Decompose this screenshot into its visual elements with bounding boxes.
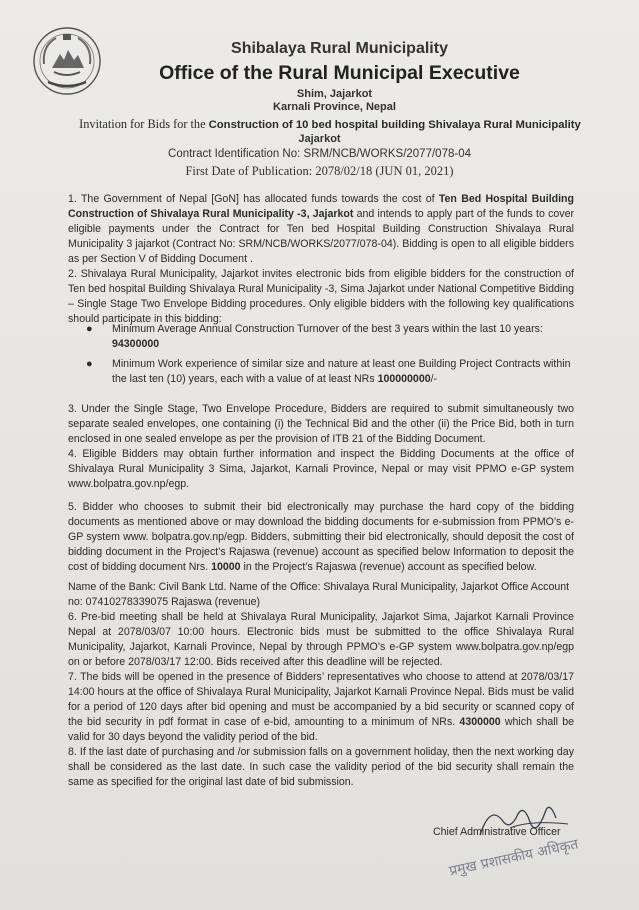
paragraph-3: 3. Under the Single Stage, Two Envelope Procedure, Bidders are required to submit simultaneously two separate sealed envelopes, one containing (i) the Technical Bid and the other (ii) the Price Bid, both in turn enclosed in one sealed envelope as per the provision of ITB 21 of the Bidding Document. xyxy=(68,403,574,445)
p7-text-b: which shall be valid for 30 days beyond the validity period of the bid. xyxy=(68,716,574,743)
first-publication-date: First Date of Publication: 2078/02/18 (JUN 01, 2021) xyxy=(185,164,454,178)
official-stamp: प्रमुख प्रशासकीय अधिकृत xyxy=(447,836,580,880)
bank-details: Name of the Bank: Civil Bank Ltd. Name of the Office: Shivalaya Rural Municipality, Jajarkot Office Account no: 07410278339075 Rajaswa (revenue) xyxy=(68,581,570,608)
invitation-title xyxy=(50,117,610,132)
paragraph-1 xyxy=(68,192,574,267)
paragraph-6: 6. Pre-bid meeting shall be held at Shivalaya Rural Municipality, Jajarkot Sima, Jajarkot Karnali Province Nepal at 2078/03/07 10:00 hours. Electronic bids must be submitted to the office Shivalaya Rural Municipality, Jajarkot, Karnali Province, Nepal by through PPMO’s e-GP system www.bolpatra.gov.np/egp on or before 2078/03/17 12:00. Bids received after this deadline will be rejected. xyxy=(68,611,574,668)
paragraph-8: 8. If the last date of purchasing and /or submission falls on a government holiday, then the next working day shall be considered as the last date. In such case the validity period of the bid security shall remain the same as specified for the original last date of bid submission. xyxy=(68,746,574,788)
signatory-title: Chief Administrative Officer xyxy=(433,826,561,838)
bid-security-amount: 4300000 xyxy=(459,716,501,728)
invitation-subject-line2: Jajarkot xyxy=(298,133,341,145)
bullet2-suffix: /- xyxy=(430,373,438,385)
turnover-value: 94300000 xyxy=(112,338,160,350)
office-title: Office of the Rural Municipal Executive xyxy=(159,62,520,84)
document-cost: 10000 xyxy=(211,561,241,573)
paragraph-2: 2. Shivalaya Rural Municipality, Jajarkot invites electronic bids from eligible bidders for the construction of Ten bed hospital Building Shivalaya Rural Municipality -3, Sima Jajarkot under National Competitive Bidding – Single Stage Two Envelope Bidding procedures. Only eligible bidders with the following key qualifications should participate in this bidding: xyxy=(68,268,574,325)
p1-text-b: and intends to apply part of the funds to cover eligible payments under the Contract for Ten bed Hospital Building Construction Shivalaya Rural Municipality 3 jajarkot (Contract No: SRM/NCB/WORKS/2077/078-04). Bidding is open to all eligible bidders as per Section V of Bidding Document . xyxy=(68,208,574,265)
address-line-2: Karnali Province, Nepal xyxy=(273,101,396,113)
paragraph-5-text xyxy=(68,500,574,575)
bullet-icon: ● xyxy=(86,323,93,335)
p7-text-a: 7. The bids will be opened in the presence of Bidders’ representatives who choose to attend at 2078/03/17 14:00 hours at the office of Shivalaya Rural Municipality, Jajarkot Karnali Province Nepal. Bids must be valid for a period of 120 days after bid opening and must be accompanied by a bid security or scanned copy of the bid security in pdf format in case of e-bid, amounting to a minimum of NRs. xyxy=(68,671,574,728)
paragraph-4: 4. Eligible Bidders may obtain further information and inspect the Bidding Documents at the office of Shivalaya Rural Municipality 3 Sima, Jajarkot, Karnali Province, Nepal or may visit PPMO e-GP system www.bolpatra.gov.np/egp. xyxy=(68,448,574,490)
invitation-prefix: Invitation for Bids for the xyxy=(79,117,209,131)
p5-text-b: in the Project’s Rajaswa (revenue) account as specified below. xyxy=(240,561,537,573)
nepal-emblem-icon xyxy=(30,24,104,98)
paragraph-7 xyxy=(68,670,574,745)
paragraph-3-4 xyxy=(68,402,574,492)
invitation-subject: Construction of 10 bed hospital building Shivalaya Rural Municipality xyxy=(208,119,581,131)
contract-identification: Contract Identification No: SRM/NCB/WORKS/2077/078-04 xyxy=(168,148,471,160)
paragraph-1-2 xyxy=(68,192,574,327)
contract-value: 100000000 xyxy=(377,373,431,385)
p1-text-a: 1. The Government of Nepal [GoN] has allocated funds towards the cost of xyxy=(68,193,439,205)
p1-text-bold: Ten Bed Hospital Building Construction of Shivalaya Rural Municipality -3, Jajarkot xyxy=(68,193,574,220)
p5-text-a: 5. Bidder who chooses to submit their bid electronically may purchase the hard copy of the bidding documents as mentioned above or may download the bidding documents for e-submission from PPMO’s e-GP system www. bolpatra.gov.np/egp. Bidders, submitting their bid electronically, should deposit the cost of bidding document in the Project’s Rajaswa (revenue) account as specified below Information to deposit the cost of bidding document Nrs. xyxy=(68,501,574,573)
paragraph-5 xyxy=(68,500,574,575)
bullet1-text: Minimum Average Annual Construction Turnover of the best 3 years within the last 10 years: xyxy=(112,323,543,335)
municipality-name: Shibalaya Rural Municipality xyxy=(231,40,448,57)
bullet2-text: Minimum Work experience of similar size and nature at least one Building Project Contracts within the last ten (10) years, each with a value of at least NRs xyxy=(112,358,571,385)
paragraph-bank-6-7-8 xyxy=(68,580,574,790)
address-line-1: Shim, Jajarkot xyxy=(296,88,373,100)
bullet-icon: ● xyxy=(86,358,93,370)
